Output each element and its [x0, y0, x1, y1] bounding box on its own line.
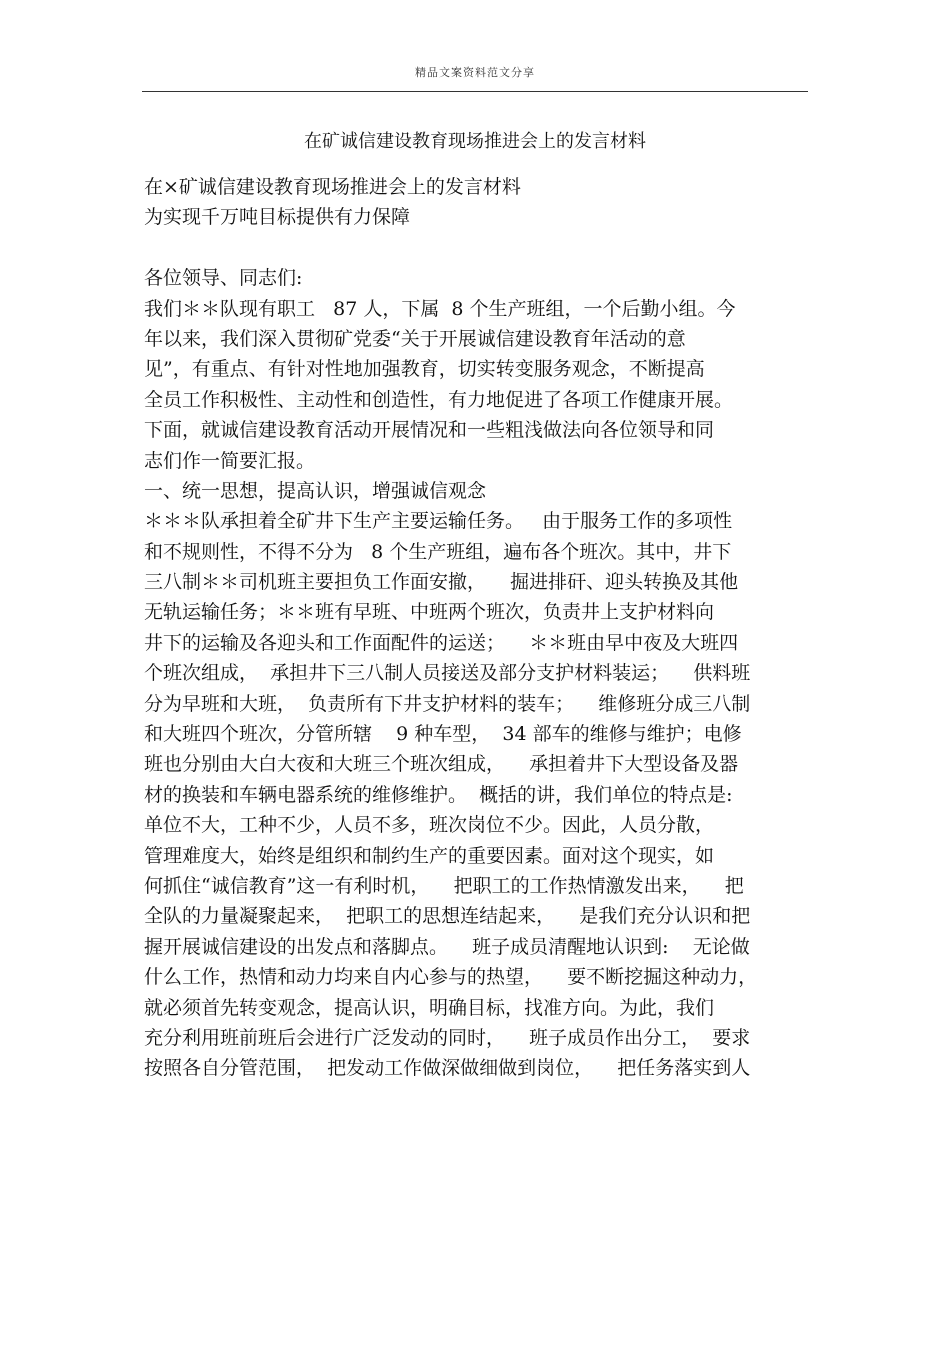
body-line: 井下的运输及各迎头和工作面配件的运送； ＊＊班由早中夜及大班四 — [144, 631, 739, 654]
section-heading: 一、统一思想，提高认识，增强诚信观念 — [144, 479, 487, 502]
body-line: 单位不大，工种不少，人员不多，班次岗位不少。因此，人员分散， — [144, 814, 715, 837]
body-line: 什么工作，热情和动力均来自内心参与的热望， 要不断挖掘这种动力， — [144, 966, 758, 989]
body-line: 下面，就诚信建设教育活动开展情况和一些粗浅做法向各位领导和同 — [144, 419, 715, 442]
body-line: 何抓住“诚信教育”这一有利时机， 把职工的工作热情激发出来， 把 — [144, 874, 744, 897]
body-line: 按照各自分管范围， 把发动工作做深做细做到岗位， 把任务落实到人 — [144, 1057, 751, 1080]
body-line: ＊＊＊队承担着全矿井下生产主要运输任务。 由于服务工作的多项性 — [144, 510, 733, 533]
body-line: 充分利用班前班后会进行广泛发动的同时， 班子成员作出分工， 要求 — [144, 1026, 751, 1049]
body-line: 材的换装和车辆电器系统的维修维护。 概括的讲，我们单位的特点是: — [144, 783, 733, 806]
body-line: 在×矿诚信建设教育现场推进会上的发言材料 — [144, 176, 521, 198]
body-line: 三八制＊＊司机班主要担负工作面安撤， 掘进排矸、迎头转换及其他 — [144, 571, 739, 594]
body-line: 无轨运输任务；＊＊班有早班、中班两个班次，负责井上支护材料向 — [144, 601, 715, 624]
body-line: 年以来，我们深入贯彻矿党委“关于开展诚信建设教育年活动的意 — [144, 327, 686, 350]
body-line: 我们＊＊队现有职工 87 人，下属 8 个生产班组，一个后勤小组。今 — [144, 297, 736, 320]
body-line: 全员工作积极性、主动性和创造性，有力地促进了各项工作健康开展。 — [144, 388, 734, 411]
page-header: 精品文案资料范文分享 — [415, 66, 535, 79]
body-line: 握开展诚信建设的出发点和落脚点。 班子成员清醒地认识到: 无论做 — [144, 935, 750, 958]
body-line: 班也分别由大白大夜和大班三个班次组成， 承担着井下大型设备及器 — [144, 753, 739, 776]
body-line: 分为早班和大班， 负责所有下井支护材料的装车； 维修班分成三八制 — [144, 692, 751, 715]
document-title: 在矿诚信建设教育现场推进会上的发言材料 — [304, 131, 646, 152]
body-line: 志们作一简要汇报。 — [144, 449, 316, 472]
body-line: 就必须首先转变观念，提高认识，明确目标，找准方向。为此，我们 — [144, 996, 715, 1019]
body-line: 为实现千万吨目标提供有力保障 — [144, 206, 411, 229]
body-line — [144, 233, 814, 263]
body-line: 和大班四个班次，分管所辖 9 种车型， 34 部车的维修与维护；电修 — [144, 723, 742, 746]
body-line: 管理难度大，始终是组织和制约生产的重要因素。面对这个现实，如 — [144, 844, 715, 867]
document-body — [144, 172, 814, 1084]
body-line: 全队的力量凝聚起来， 把职工的思想连结起来， 是我们充分认识和把 — [144, 905, 751, 928]
body-line: 和不规则性，不得不分为 8 个生产班组，遍布各个班次。其中，井下 — [144, 540, 732, 563]
body-line: 个班次组成， 承担井下三八制人员接送及部分支护材料装运； 供料班 — [144, 662, 751, 685]
body-line: 各位领导、同志们: — [144, 267, 303, 290]
header-divider — [142, 91, 808, 92]
body-line: 见”，有重点、有针对性地加强教育，切实转变服务观念，不断提高 — [144, 358, 705, 381]
